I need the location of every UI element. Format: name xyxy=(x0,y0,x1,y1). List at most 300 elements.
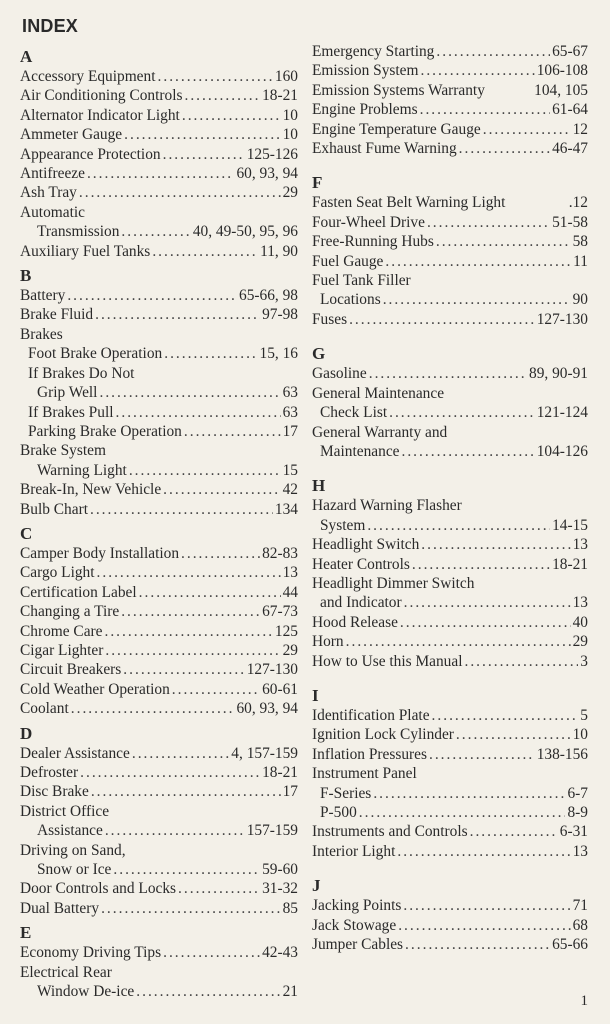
entry-pages: 6-31 xyxy=(559,823,588,841)
entry-term: P-500 xyxy=(320,804,357,821)
entry-term: Changing a Tire xyxy=(20,603,120,621)
index-entry-exhaust-fume-warning xyxy=(312,139,588,158)
dot-leader xyxy=(163,943,260,962)
entry-pages: 46-47 xyxy=(552,140,588,158)
dot-leader xyxy=(104,622,272,641)
entry-term: Four-Wheel Drive xyxy=(312,213,425,231)
dot-leader xyxy=(90,500,273,519)
index-heading-electrical-rear: Electrical Rear xyxy=(20,963,112,981)
dot-leader xyxy=(158,67,273,86)
dot-leader xyxy=(163,480,280,499)
dot-leader xyxy=(71,699,235,718)
entry-term: Bulb Chart xyxy=(20,500,88,518)
section-letter-g: G xyxy=(312,344,326,364)
section-gap xyxy=(312,158,588,168)
index-entry-instruments-and-controls xyxy=(312,822,588,841)
dot-leader xyxy=(163,145,245,164)
entry-pages: 17 xyxy=(282,422,298,440)
index-entry-interior-light xyxy=(312,842,588,861)
dot-leader xyxy=(456,725,571,744)
section-letter-e: E xyxy=(20,923,32,943)
entry-term: Headlight Switch xyxy=(312,536,420,554)
entry-term: Assistance xyxy=(37,822,103,840)
dot-leader xyxy=(80,763,260,782)
entry-term: Break-In, New Vehicle xyxy=(20,481,162,499)
entry-term: Dealer Assistance xyxy=(20,744,130,762)
dot-leader xyxy=(404,593,571,612)
entry-pages: 29 xyxy=(282,641,298,659)
entry-term: Alternator Indicator Light xyxy=(20,106,180,124)
entry-pages: 104-126 xyxy=(536,442,588,460)
entry-pages: 125-126 xyxy=(246,145,298,163)
entry-term: Emergency Starting xyxy=(312,43,435,60)
dot-leader xyxy=(436,42,550,61)
entry-pages: 63 xyxy=(282,403,298,421)
index-entry-fuel-gauge xyxy=(312,252,588,271)
entry-pages: 63 xyxy=(282,384,298,402)
entry-term: Battery xyxy=(20,287,66,305)
index-entry-foot-brake-operation xyxy=(20,344,298,363)
entry-term: System xyxy=(320,516,366,534)
entry-pages: 18-21 xyxy=(552,555,588,573)
dot-leader xyxy=(152,242,258,261)
section-letter-i: I xyxy=(312,685,319,705)
dot-leader xyxy=(105,821,245,840)
entry-term: Foot Brake Operation xyxy=(28,345,163,363)
entry-pages: 13 xyxy=(572,842,588,860)
index-entry-certification-label xyxy=(20,583,298,602)
entry-pages: 97-98 xyxy=(262,306,298,324)
entry-pages: 40 xyxy=(572,613,588,631)
dot-leader xyxy=(346,632,571,651)
index-entry-warning-light xyxy=(20,461,298,480)
entry-term: Fuel Gauge xyxy=(312,252,384,270)
entry-term: Brake Fluid xyxy=(20,306,94,324)
entry-term: Emission Systems Warranty xyxy=(312,81,485,99)
dot-leader xyxy=(101,899,281,918)
entry-pages: 67-73 xyxy=(262,603,298,621)
section-gap xyxy=(312,329,588,339)
index-entry-four-wheel-drive xyxy=(312,213,588,232)
entry-term: Inflation Pressures xyxy=(312,745,427,763)
entry-term: Defroster xyxy=(20,764,79,781)
index-heading-general-maintenance: General Maintenance xyxy=(312,384,445,402)
index-entry-engine-problems xyxy=(312,100,588,119)
index-entry-free-running-hubs xyxy=(312,232,588,251)
entry-term: Fuses xyxy=(312,310,348,328)
section-gap xyxy=(312,861,588,871)
dot-leader xyxy=(470,822,558,841)
index-heading-brakes: Brakes xyxy=(20,325,63,343)
index-entry-hood-release xyxy=(312,613,588,632)
entry-pages: 14-15 xyxy=(552,516,588,534)
entry-pages: 71 xyxy=(572,897,588,915)
entry-term: Horn xyxy=(312,633,344,651)
index-entry-brake-fluid xyxy=(20,305,298,324)
index-heading-general-warranty-and: General Warranty and xyxy=(312,423,448,441)
index-entry-gasoline xyxy=(312,364,588,383)
index-entry-emission-systems-warranty xyxy=(312,81,588,100)
index-entry-identification-plate xyxy=(312,706,588,725)
entry-term: Window De-ice xyxy=(37,983,135,1001)
dot-leader xyxy=(129,461,281,480)
entry-pages: 21 xyxy=(282,983,298,1001)
entry-pages: 12 xyxy=(572,120,588,138)
dot-leader xyxy=(164,344,257,363)
index-heading-district-office: District Office xyxy=(20,802,110,820)
entry-pages: 58 xyxy=(572,233,588,251)
entry-term: Economy Driving Tips xyxy=(20,944,162,962)
entry-pages: .12 xyxy=(568,194,588,212)
dot-leader xyxy=(432,706,579,725)
dot-leader xyxy=(79,183,281,202)
entry-pages: 10 xyxy=(572,726,588,744)
dot-leader xyxy=(182,106,281,125)
index-entry-p-500 xyxy=(312,803,588,822)
entry-pages: 65-66, 98 xyxy=(239,287,298,305)
dot-leader xyxy=(116,403,281,422)
dot-leader xyxy=(136,982,280,1001)
index-entry-ash-tray xyxy=(20,183,298,202)
index-entry-if-brakes-pull xyxy=(20,403,298,422)
index-heading-brake-system: Brake System xyxy=(20,442,106,460)
dot-leader xyxy=(349,310,535,329)
entry-pages: 10 xyxy=(282,106,298,124)
entry-term: Air Conditioning Controls xyxy=(20,87,183,105)
dot-leader xyxy=(121,222,190,241)
entry-term: Certification Label xyxy=(20,583,137,601)
entry-pages: 90 xyxy=(572,291,588,309)
index-entry-window-de-ice xyxy=(20,982,298,1001)
entry-pages: 8-9 xyxy=(567,804,588,821)
entry-term: Coolant xyxy=(20,700,69,718)
entry-term: Appearance Protection xyxy=(20,145,161,163)
index-entry-break-in-new-vehicle xyxy=(20,480,298,499)
entry-pages: 6-7 xyxy=(567,784,588,802)
entry-term: Ignition Lock Cylinder xyxy=(312,726,454,744)
entry-term: Identification Plate xyxy=(312,706,430,724)
index-entry-transmission xyxy=(20,222,298,241)
dot-leader xyxy=(429,745,535,764)
page-title: INDEX xyxy=(22,16,79,36)
index-heading-automatic: Automatic xyxy=(20,203,85,221)
dot-leader xyxy=(139,583,281,602)
entry-term: If Brakes Pull xyxy=(28,403,114,421)
index-entry-battery xyxy=(20,286,298,305)
entry-term: and Indicator xyxy=(320,594,402,612)
index-entry-jack-stowage xyxy=(312,916,588,935)
entry-term: Engine Problems xyxy=(312,101,418,119)
index-entry-parking-brake-operation xyxy=(20,422,298,441)
index-entry-dual-battery xyxy=(20,899,298,918)
entry-term: Snow or Ice xyxy=(37,861,112,879)
entry-pages: 60-61 xyxy=(262,680,298,698)
dot-leader xyxy=(121,602,260,621)
entry-term: Maintenance xyxy=(320,442,400,460)
entry-pages: 18-21 xyxy=(262,764,298,781)
entry-term: Disc Brake xyxy=(20,783,89,801)
entry-pages: 85 xyxy=(282,899,298,917)
index-entry-ignition-lock-cylinder xyxy=(312,725,588,744)
index-entry-grip-well xyxy=(20,383,298,402)
index-entry-inflation-pressures xyxy=(312,745,588,764)
entry-term: Heater Controls xyxy=(312,555,410,573)
index-entry-horn xyxy=(312,632,588,651)
dot-leader xyxy=(420,61,534,80)
entry-pages: 29 xyxy=(282,184,298,202)
entry-pages: 61-64 xyxy=(552,101,588,119)
entry-term: Check List xyxy=(320,404,388,422)
entry-term: Fasten Seat Belt Warning Light xyxy=(312,194,506,212)
index-entry-door-controls-and-locks xyxy=(20,879,298,898)
index-entry-check-list xyxy=(312,403,588,422)
entry-term: Cold Weather Operation xyxy=(20,680,170,698)
section-letter-h: H xyxy=(312,476,326,496)
entry-term: Auxiliary Fuel Tanks xyxy=(20,242,151,260)
index-entry-f-series xyxy=(312,784,588,803)
entry-pages: 44 xyxy=(282,583,298,601)
dot-leader xyxy=(97,563,281,582)
dot-leader xyxy=(367,516,550,535)
entry-pages: 3 xyxy=(580,652,588,670)
section-gap xyxy=(312,671,588,681)
index-entry-coolant xyxy=(20,699,298,718)
index-entry-emergency-starting xyxy=(312,42,588,61)
dot-leader xyxy=(99,383,280,402)
entry-term: Grip Well xyxy=(37,384,98,402)
dot-leader xyxy=(421,535,570,554)
dot-leader xyxy=(184,86,260,105)
entry-term: Locations xyxy=(320,291,381,309)
dot-leader xyxy=(483,120,571,139)
index-entry-antifreeze xyxy=(20,164,298,183)
entry-term: Cargo Light xyxy=(20,564,95,582)
entry-term: Jumper Cables xyxy=(312,936,404,954)
entry-term: Emission System xyxy=(312,62,419,80)
index-entry-heater-controls xyxy=(312,555,588,574)
index-heading-fuel-tank-filler: Fuel Tank Filler xyxy=(312,272,411,290)
section-letter-a: A xyxy=(20,47,33,66)
dot-leader xyxy=(95,305,260,324)
index-entry-circuit-breakers xyxy=(20,660,298,679)
entry-pages: 18-21 xyxy=(262,87,298,105)
index-heading-hazard-warning-flasher: Hazard Warning Flasher xyxy=(312,497,462,515)
entry-term: Exhaust Fume Warning xyxy=(312,140,457,158)
entry-term: Instruments and Controls xyxy=(312,823,468,841)
entry-pages: 59-60 xyxy=(262,861,298,879)
entry-pages: 40, 49-50, 95, 96 xyxy=(192,223,298,241)
index-entry-auxiliary-fuel-tanks xyxy=(20,242,298,261)
dot-leader xyxy=(132,744,229,763)
entry-term: Cigar Lighter xyxy=(20,641,104,659)
entry-pages: 60, 93, 94 xyxy=(236,700,298,718)
index-entry-headlight-switch xyxy=(312,535,588,554)
index-entry-cold-weather-operation xyxy=(20,680,298,699)
index-heading-instrument-panel: Instrument Panel xyxy=(312,765,417,783)
entry-term: Parking Brake Operation xyxy=(28,422,182,440)
dot-leader xyxy=(412,555,550,574)
entry-pages: 89, 90-91 xyxy=(529,365,588,383)
index-column-left xyxy=(20,42,298,1001)
index-entry-and-indicator xyxy=(312,593,588,612)
dot-leader xyxy=(373,784,565,803)
entry-pages: 134 xyxy=(274,500,298,518)
section-letter-d: D xyxy=(20,723,33,743)
index-entry-system xyxy=(312,516,588,535)
entry-term: Dual Battery xyxy=(20,899,100,917)
entry-pages: 13 xyxy=(282,564,298,582)
entry-pages: 11, 90 xyxy=(260,242,298,260)
index-entry-engine-temperature-gauge xyxy=(312,120,588,139)
entry-pages: 104, 105 xyxy=(534,81,588,99)
dot-leader xyxy=(87,164,235,183)
entry-term: Door Controls and Locks xyxy=(20,880,177,898)
entry-pages: 51-58 xyxy=(552,213,588,231)
index-entry-fuses xyxy=(312,310,588,329)
entry-pages: 127-130 xyxy=(246,661,298,679)
entry-pages: 157-159 xyxy=(246,822,298,840)
entry-term: Circuit Breakers xyxy=(20,661,122,679)
entry-pages: 82-83 xyxy=(262,544,298,562)
entry-term: Camper Body Installation xyxy=(20,544,180,562)
dot-leader xyxy=(91,782,281,801)
entry-term: Jack Stowage xyxy=(312,916,397,934)
entry-pages: 106-108 xyxy=(536,62,588,80)
entry-term: Warning Light xyxy=(37,461,127,479)
index-entry-disc-brake xyxy=(20,782,298,801)
entry-term: Interior Light xyxy=(312,842,396,860)
dot-leader xyxy=(181,544,260,563)
dot-leader xyxy=(123,660,244,679)
entry-term: Jacking Points xyxy=(312,897,402,915)
index-entry-economy-driving-tips xyxy=(20,943,298,962)
entry-pages: 65-67 xyxy=(552,43,588,60)
index-heading-headlight-dimmer-switch: Headlight Dimmer Switch xyxy=(312,574,475,592)
entry-pages: 121-124 xyxy=(536,404,588,422)
dot-leader xyxy=(459,139,550,158)
entry-term: Hood Release xyxy=(312,613,398,631)
entry-pages: 60, 93, 94 xyxy=(236,165,298,183)
index-entry-jumper-cables xyxy=(312,935,588,954)
dot-leader xyxy=(464,652,578,671)
entry-pages: 42-43 xyxy=(262,944,298,962)
entry-term: Chrome Care xyxy=(20,622,103,640)
entry-pages: 42 xyxy=(282,481,298,499)
index-entry-emission-system xyxy=(312,61,588,80)
index-entry-changing-a-tire xyxy=(20,602,298,621)
index-entry-maintenance xyxy=(312,442,588,461)
entry-pages: 29 xyxy=(572,633,588,651)
entry-pages: 13 xyxy=(572,536,588,554)
entry-pages: 17 xyxy=(282,783,298,801)
entry-pages: 65-66 xyxy=(552,936,588,954)
index-entry-chrome-care xyxy=(20,622,298,641)
index-entry-how-to-use-this-manual xyxy=(312,652,588,671)
entry-pages: 13 xyxy=(572,594,588,612)
entry-pages: 125 xyxy=(274,622,298,640)
section-letter-c: C xyxy=(20,523,33,543)
index-entry-locations xyxy=(312,290,588,309)
section-letter-f: F xyxy=(312,173,323,193)
index-entry-jacking-points xyxy=(312,896,588,915)
dot-leader xyxy=(184,422,281,441)
index-entry-assistance xyxy=(20,821,298,840)
index-entry-defroster xyxy=(20,763,298,782)
entry-term: Ammeter Gauge xyxy=(20,126,123,144)
entry-pages: 5 xyxy=(580,706,588,724)
index-heading-if-brakes-do-not: If Brakes Do Not xyxy=(28,364,135,382)
dot-leader xyxy=(359,803,566,822)
index-heading-driving-on-sand: Driving on Sand, xyxy=(20,841,126,859)
dot-leader xyxy=(403,896,570,915)
index-entry-accessory-equipment xyxy=(20,67,298,86)
entry-term: F-Series xyxy=(320,784,372,802)
entry-pages: 4, 157-159 xyxy=(231,744,298,762)
dot-leader xyxy=(67,286,237,305)
dot-leader xyxy=(124,125,280,144)
index-entry-ammeter-gauge xyxy=(20,125,298,144)
dot-leader xyxy=(405,935,550,954)
dot-leader xyxy=(113,860,260,879)
dot-leader xyxy=(383,290,571,309)
entry-pages: 10 xyxy=(282,126,298,144)
dot-leader xyxy=(385,252,571,271)
entry-pages: 68 xyxy=(572,916,588,934)
entry-pages: 138-156 xyxy=(536,745,588,763)
index-entry-bulb-chart xyxy=(20,500,298,519)
dot-leader xyxy=(369,364,527,383)
index-entry-alternator-indicator-light xyxy=(20,106,298,125)
entry-term: Transmission xyxy=(37,223,120,241)
dot-leader xyxy=(397,842,570,861)
entry-term: Gasoline xyxy=(312,365,367,383)
entry-pages: 15 xyxy=(282,461,298,479)
dot-leader xyxy=(398,916,570,935)
page-number: 1 xyxy=(580,993,588,1009)
dot-leader xyxy=(178,879,260,898)
dot-leader xyxy=(400,613,571,632)
index-entry-camper-body-installation xyxy=(20,544,298,563)
dot-leader xyxy=(401,442,534,461)
entry-pages: 11 xyxy=(573,252,588,270)
index-entry-cigar-lighter xyxy=(20,641,298,660)
section-gap xyxy=(312,461,588,471)
index-entry-dealer-assistance xyxy=(20,744,298,763)
entry-pages: 127-130 xyxy=(536,310,588,328)
dot-leader xyxy=(420,100,550,119)
entry-pages: 160 xyxy=(274,68,298,85)
entry-pages: 31-32 xyxy=(262,880,298,898)
entry-term: How to Use this Manual xyxy=(312,652,463,670)
index-entry-air-conditioning-controls xyxy=(20,86,298,105)
index-entry-snow-or-ice xyxy=(20,860,298,879)
entry-term: Antifreeze xyxy=(20,165,85,183)
section-letter-j: J xyxy=(312,876,321,896)
dot-leader xyxy=(105,641,280,660)
entry-pages: 15, 16 xyxy=(259,345,298,363)
dot-leader xyxy=(172,680,260,699)
entry-term: Free-Running Hubs xyxy=(312,233,434,251)
section-letter-b: B xyxy=(20,266,32,286)
entry-term: Engine Temperature Gauge xyxy=(312,120,481,138)
dot-leader xyxy=(389,403,535,422)
entry-term: Ash Tray xyxy=(20,184,77,202)
dot-leader xyxy=(436,232,571,251)
index-entry-cargo-light xyxy=(20,563,298,582)
index-entry-fasten-seat-belt-warning-light xyxy=(312,193,588,212)
entry-term: Accessory Equipment xyxy=(20,68,156,85)
dot-leader xyxy=(427,213,550,232)
